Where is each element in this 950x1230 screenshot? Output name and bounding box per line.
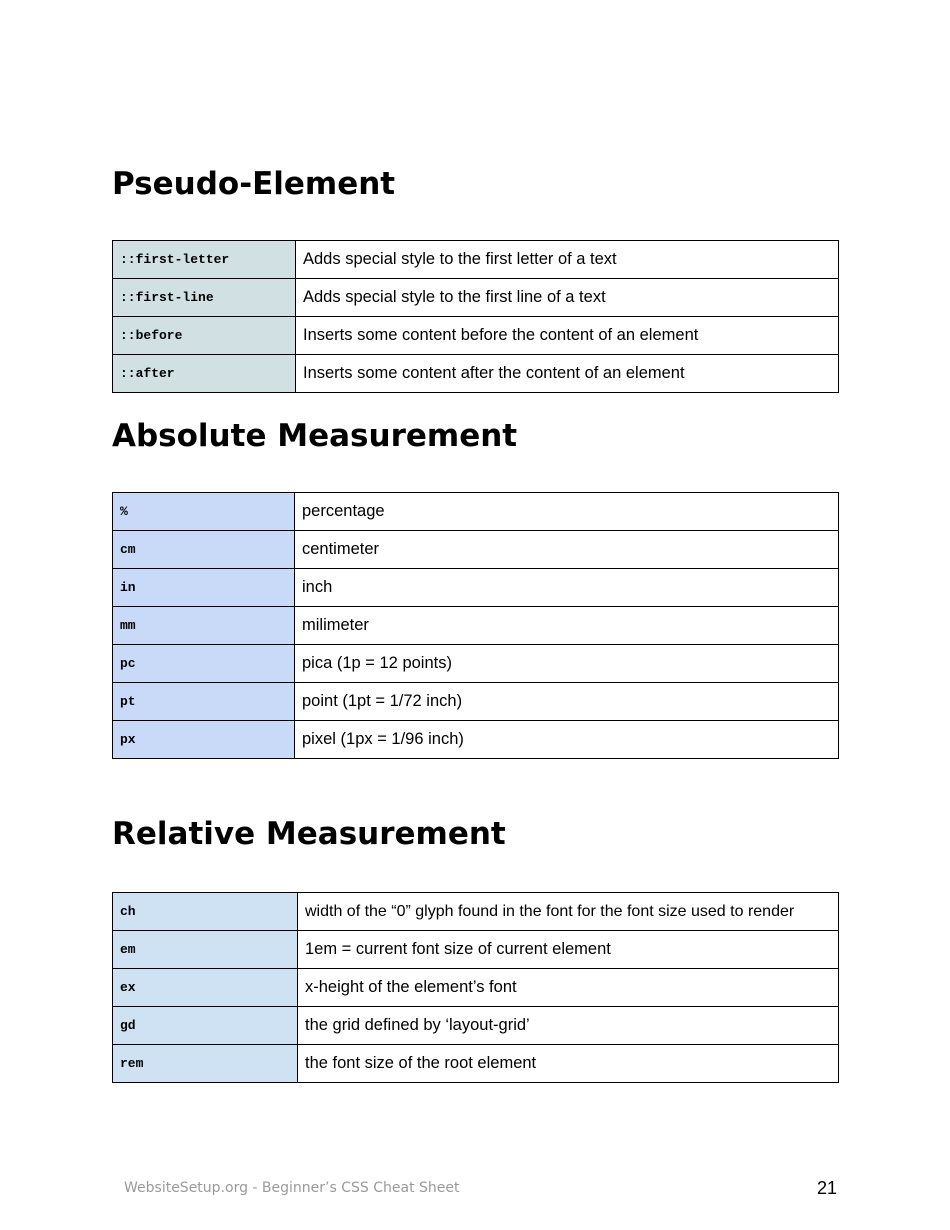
footer-text: WebsiteSetup.org - Beginner’s CSS Cheat Sheet xyxy=(124,1180,460,1196)
table-row xyxy=(113,317,839,355)
description-cell: 1em = current font size of current element xyxy=(298,931,839,969)
description-cell: inch xyxy=(295,569,839,607)
table-row xyxy=(113,645,839,683)
unit-cell: in xyxy=(113,569,295,607)
relative-measurement-table xyxy=(112,892,839,1083)
section-title-pseudo-element: Pseudo-Element xyxy=(112,166,396,202)
description-cell: Inserts some content before the content of an element xyxy=(296,317,839,355)
selector-cell: ::after xyxy=(113,355,296,393)
unit-cell: cm xyxy=(113,531,295,569)
description-cell: the font size of the root element xyxy=(298,1045,839,1083)
unit-cell: ex xyxy=(113,969,298,1007)
table-row xyxy=(113,569,839,607)
table-row xyxy=(113,931,839,969)
description-cell: width of the “0” glyph found in the font for the font size used to render xyxy=(298,893,839,931)
description-cell: pixel (1px = 1/96 inch) xyxy=(295,721,839,759)
description-cell: centimeter xyxy=(295,531,839,569)
unit-cell: rem xyxy=(113,1045,298,1083)
selector-cell: ::first-letter xyxy=(113,241,296,279)
table-row xyxy=(113,241,839,279)
absolute-measurement-table xyxy=(112,492,839,759)
table-row xyxy=(113,531,839,569)
description-cell: milimeter xyxy=(295,607,839,645)
pseudo-element-table xyxy=(112,240,839,393)
unit-cell: % xyxy=(113,493,295,531)
unit-cell: pt xyxy=(113,683,295,721)
description-cell: the grid defined by ‘layout-grid’ xyxy=(298,1007,839,1045)
unit-cell: px xyxy=(113,721,295,759)
table-row xyxy=(113,493,839,531)
description-cell: point (1pt = 1/72 inch) xyxy=(295,683,839,721)
unit-cell: mm xyxy=(113,607,295,645)
table-row xyxy=(113,683,839,721)
description-cell: Adds special style to the first letter of a text xyxy=(296,241,839,279)
description-cell: percentage xyxy=(295,493,839,531)
description-cell: Inserts some content after the content of an element xyxy=(296,355,839,393)
section-title-relative-measurement: Relative Measurement xyxy=(112,816,506,852)
description-cell: x-height of the element’s font xyxy=(298,969,839,1007)
table-row xyxy=(113,721,839,759)
table-row xyxy=(113,969,839,1007)
table-row xyxy=(113,355,839,393)
unit-cell: gd xyxy=(113,1007,298,1045)
table-row xyxy=(113,1045,839,1083)
selector-cell: ::before xyxy=(113,317,296,355)
unit-cell: em xyxy=(113,931,298,969)
unit-cell: pc xyxy=(113,645,295,683)
section-title-absolute-measurement: Absolute Measurement xyxy=(112,418,518,454)
description-cell: Adds special style to the first line of a text xyxy=(296,279,839,317)
unit-cell: ch xyxy=(113,893,298,931)
table-row xyxy=(113,607,839,645)
table-row xyxy=(113,893,839,931)
description-cell: pica (1p = 12 points) xyxy=(295,645,839,683)
selector-cell: ::first-line xyxy=(113,279,296,317)
table-row xyxy=(113,279,839,317)
page-number: 21 xyxy=(817,1178,838,1198)
table-row xyxy=(113,1007,839,1045)
